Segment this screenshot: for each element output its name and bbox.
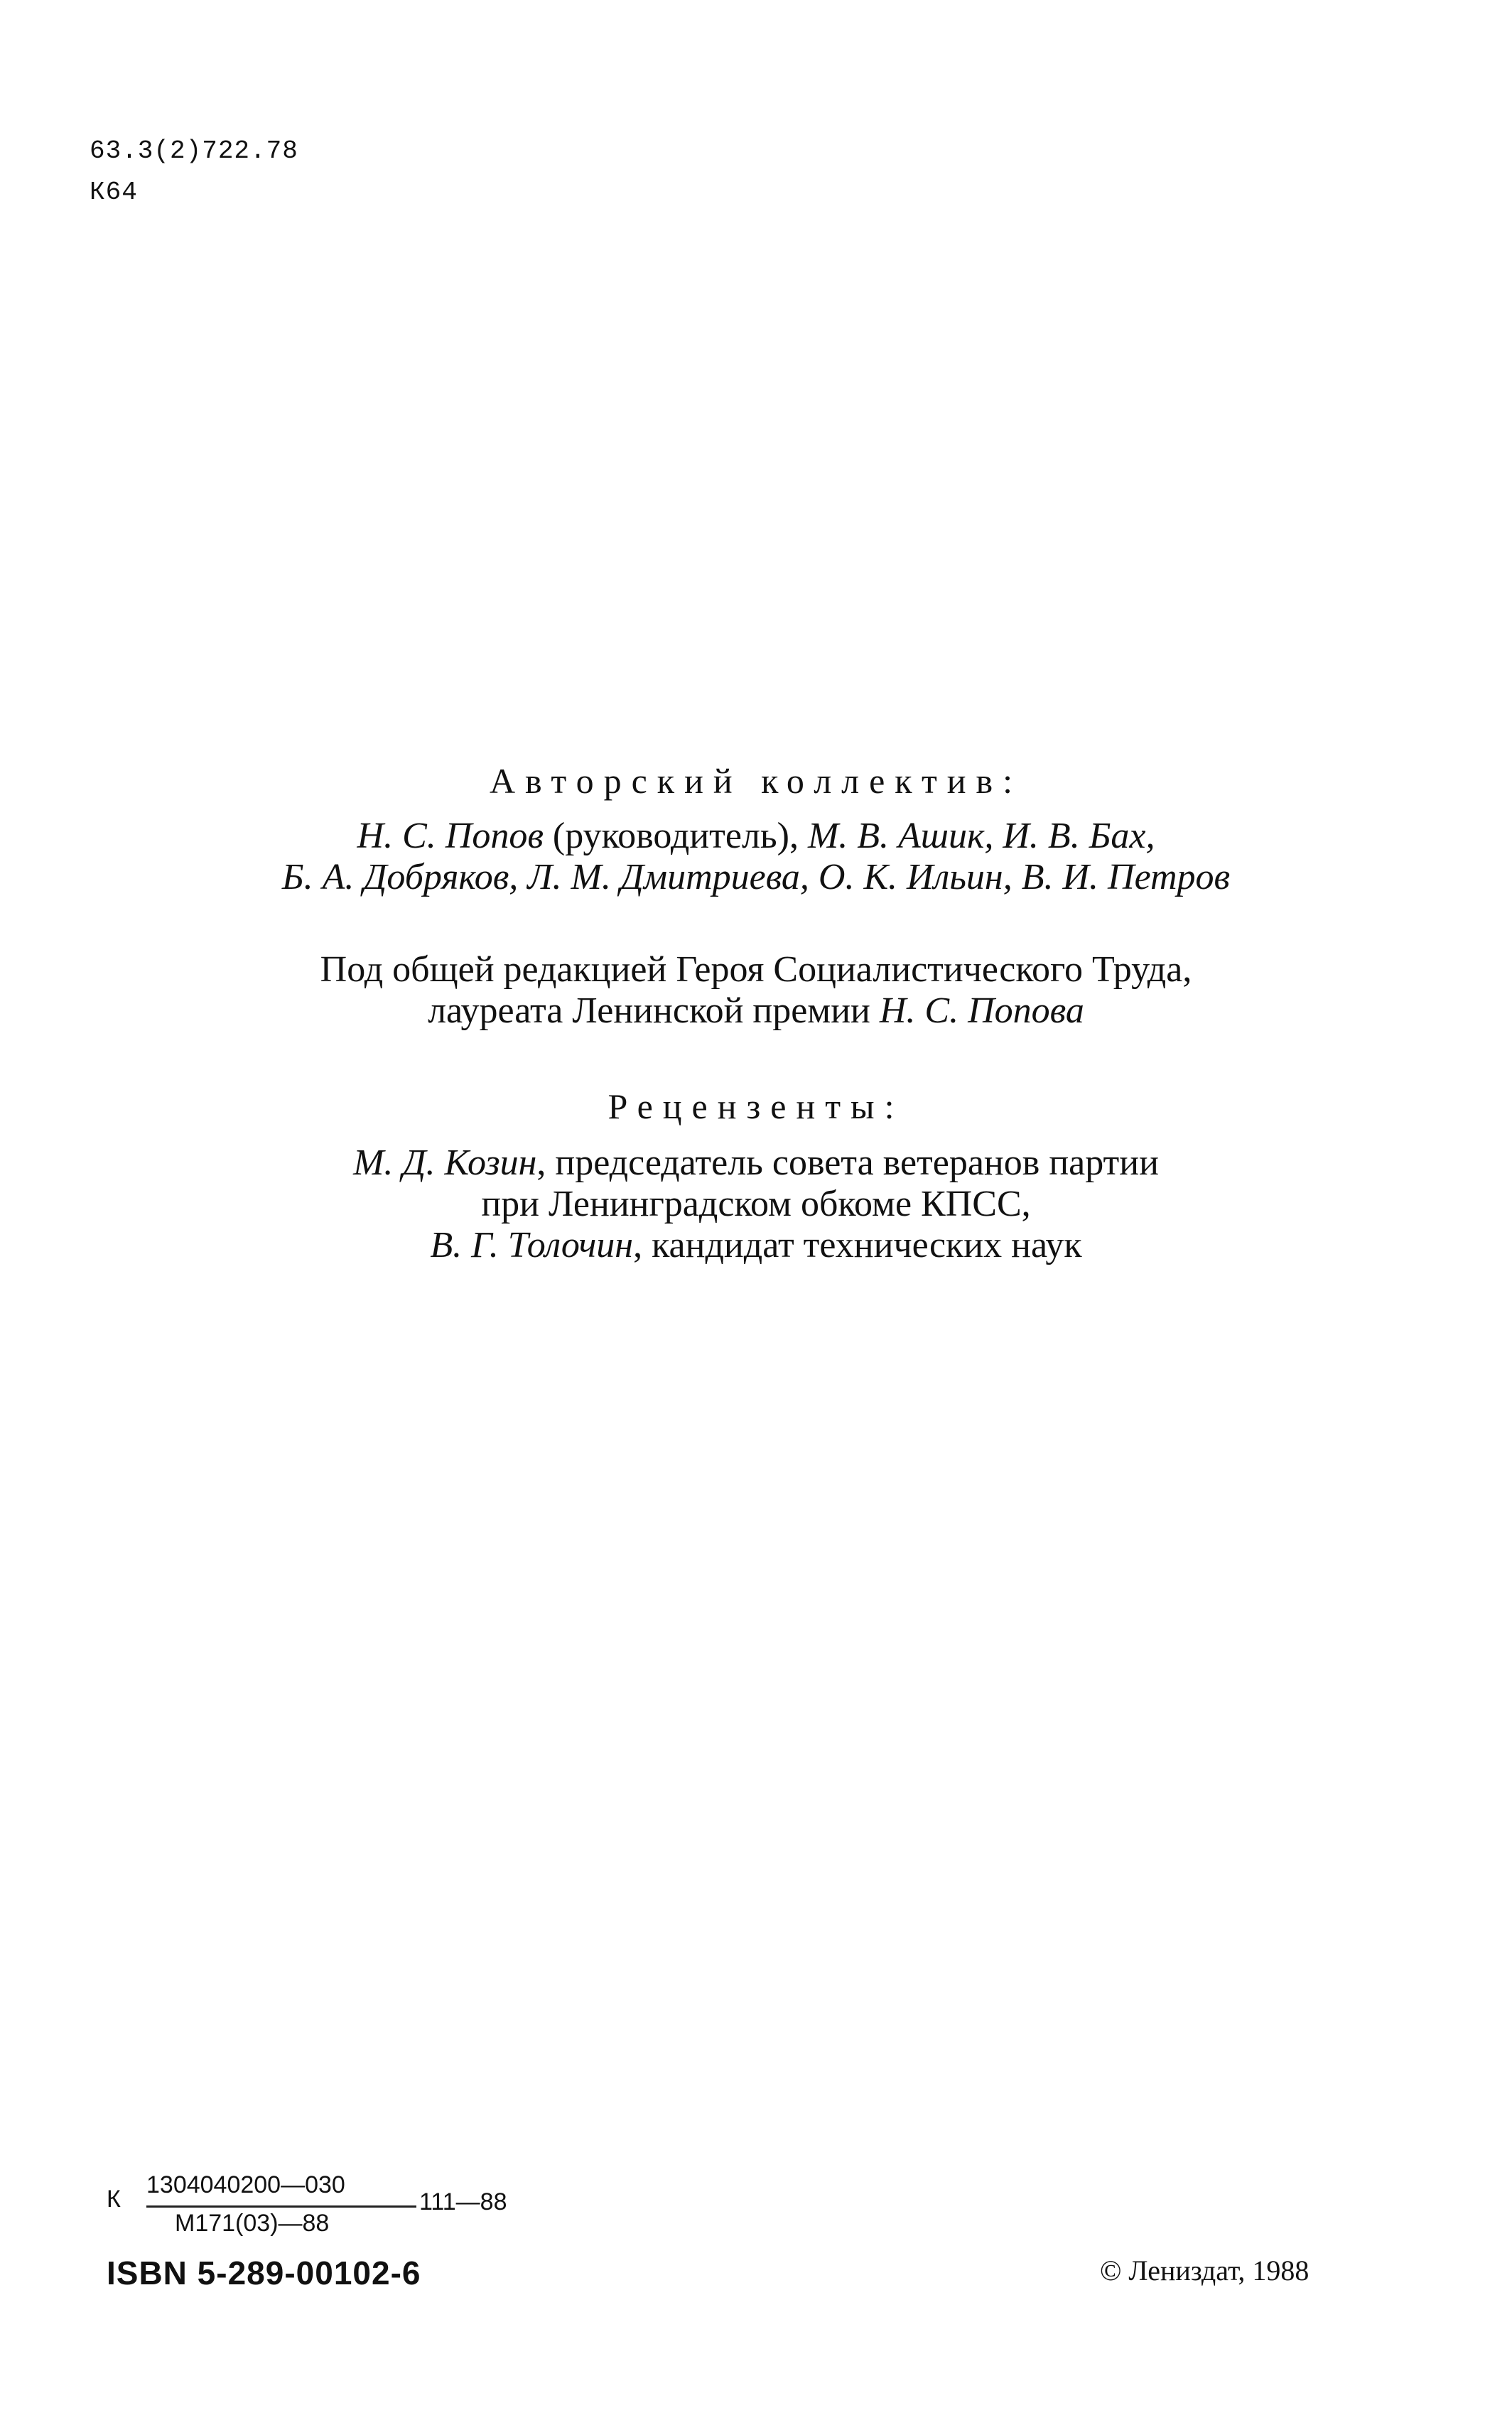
publication-code <box>107 2171 547 2250</box>
reviewers-line-2: при Ленинградском обкоме КПСС, <box>481 1184 1031 1224</box>
reviewer2-role: , кандидат технических наук <box>633 1225 1082 1265</box>
authors-lead-role: (руководитель), <box>543 816 808 856</box>
authors-line1-rest: М. В. Ашик, И. В. Бах, <box>807 816 1155 856</box>
editor-line2-plain: лауреата Ленинской премии <box>428 990 880 1031</box>
authors-line-2: Б. А. Добряков, Л. М. Дмитриева, О. К. Ильин, В. И. Петров <box>281 857 1231 897</box>
reviewer1-role: , председатель совета ветеранов партии <box>536 1143 1159 1183</box>
reviewers-line-1 <box>0 1143 1512 1184</box>
authors-line-1 <box>0 816 1512 857</box>
authors-heading: Авторский коллектив: <box>489 761 1023 801</box>
publication-code-denominator: М171(03)—88 <box>175 2210 330 2237</box>
isbn: ISBN 5-289-00102-6 <box>107 2254 421 2291</box>
reviewer2-name: В. Г. Толочин <box>430 1225 634 1265</box>
authors-lead-name: Н. С. Попов <box>357 816 544 856</box>
copyright-notice: © Лениздат, 1988 <box>1100 2254 1310 2286</box>
author-mark: К64 <box>90 178 138 207</box>
bbk-code: 63.3(2)722.78 <box>90 136 298 166</box>
publication-code-numerator: 1304040200—030 <box>146 2171 345 2198</box>
reviewers-line-3 <box>0 1225 1512 1266</box>
publication-code-suffix: 111—88 <box>419 2188 507 2215</box>
editor-name: Н. С. Попова <box>879 990 1084 1031</box>
fraction-rule <box>146 2205 416 2208</box>
classification-codes <box>90 131 298 213</box>
editor-line-1: Под общей редакцией Героя Социалистического Труда, <box>320 949 1192 990</box>
reviewers-heading: Рецензенты: <box>608 1086 904 1126</box>
publication-code-prefix: К <box>107 2186 121 2213</box>
reviewer1-name: М. Д. Козин <box>353 1143 537 1183</box>
editor-line-2 <box>0 990 1512 1032</box>
